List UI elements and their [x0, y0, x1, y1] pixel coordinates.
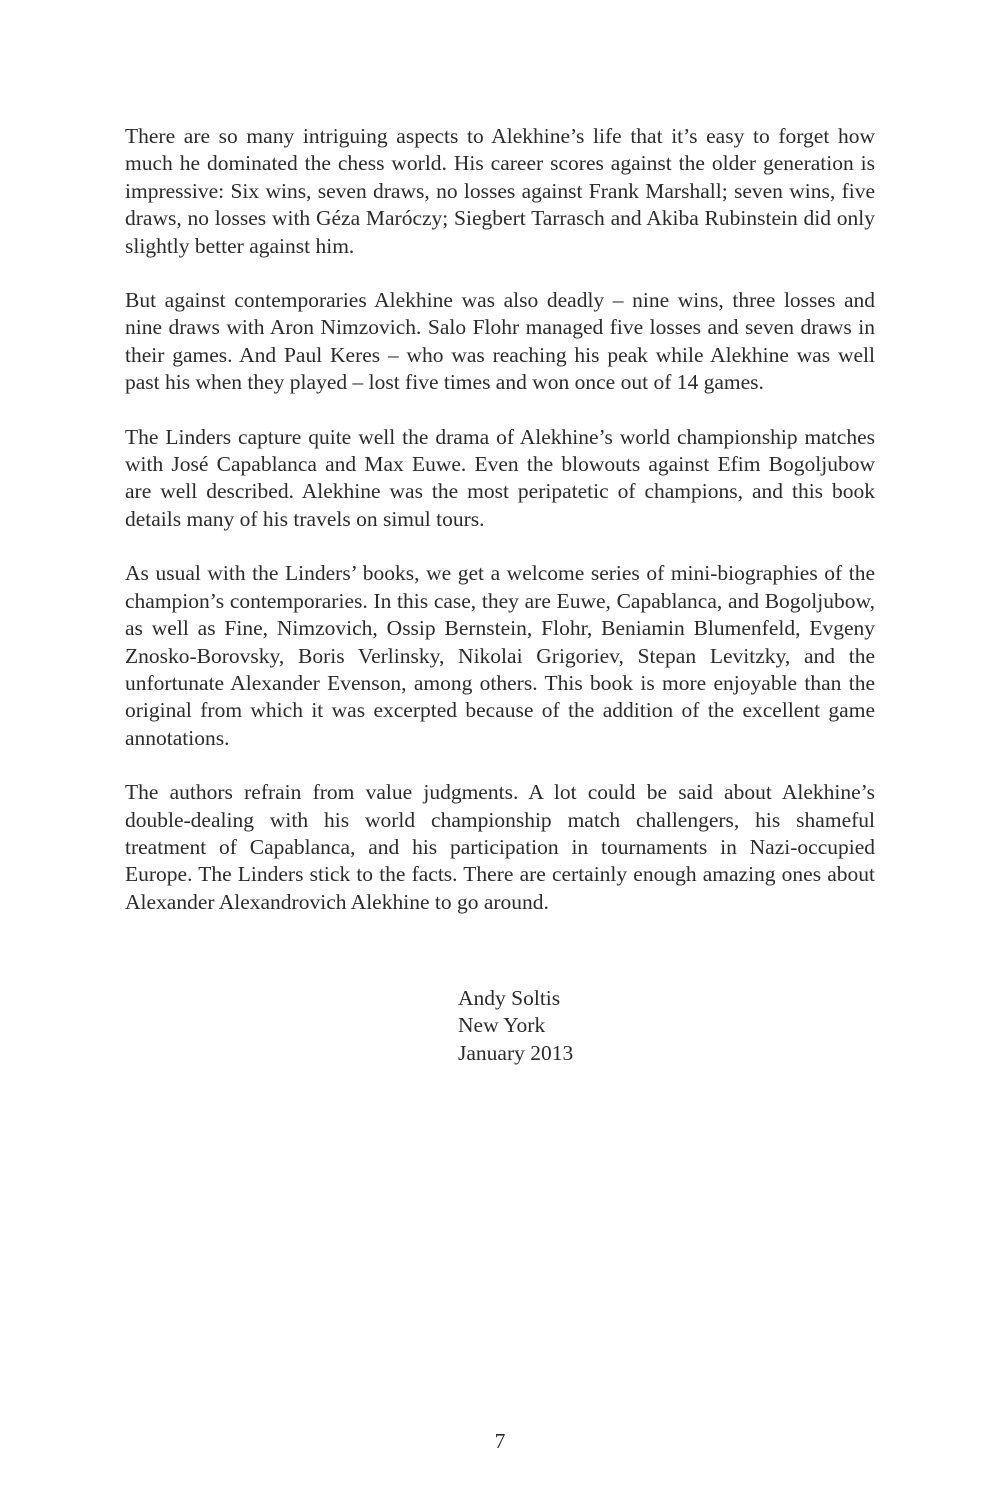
- paragraph-1: There are so many intriguing aspects to Alekhine’s life that it’s easy to forget how much he dominated the chess world. His career scores against the older generation is impressive: Six wins, seven draws, no losses against Frank Marshall; seven wins, five draws, no losses with Géza Maróczy; Siegbert Tarrasch and Akiba Rubinstein did only slightly better against him.: [125, 124, 875, 258]
- page-number: 7: [494, 1429, 506, 1453]
- author-name: Andy Soltis: [458, 986, 561, 1010]
- paragraph-2: But against contemporaries Alekhine was also deadly – nine wins, three losses and nine draws with Aron Nimzovich. Salo Flohr managed five losses and seven draws in their games. And Paul Keres – who was reaching his peak while Alekhine was well past his when they played – lost five times and won once out of 14 games.: [125, 288, 875, 395]
- paragraph-5: The authors refrain from value judgments. A lot could be said about Alekhine’s double-dealing with his world championship match challengers, his shameful treatment of Capablanca, and his participation in tournaments in Nazi-occupied Europe. The Linders stick to the facts. There are certainly enough amazing ones about Alexander Alexandrovich Alekhine to go around.: [125, 780, 875, 914]
- paragraph-3: The Linders capture quite well the drama of Alekhine’s world championship matches with José Capablanca and Max Euwe. Even the blowouts against Efim Bogoljubow are well described. Alekhine was the most peripatetic of champions, and this book details many of his travels on simul tours.: [125, 424, 875, 531]
- foreword-body: [125, 123, 875, 943]
- signature-date: January 2013: [458, 1040, 574, 1065]
- signature-block: [458, 985, 758, 1067]
- paragraph-4: As usual with the Linders’ books, we get a welcome series of mini-biographies of the champion’s contemporaries. In this case, they are Euwe, Capablanca, and Bogoljubow, as well as Fine, Nimzovich, Ossip Bernstein, Flohr, Beniamin Blumenfeld, Evgeny Znosko-Borovsky, Boris Verlinsky, Nikolai Grigoriev, Stepan Levitzky, and the unfortunate Alexander Evenson, among others. This book is more enjoyable than the original from which it was excerpted because of the addition of the excellent game annotations.: [125, 561, 875, 750]
- signature-place: New York: [458, 1013, 546, 1038]
